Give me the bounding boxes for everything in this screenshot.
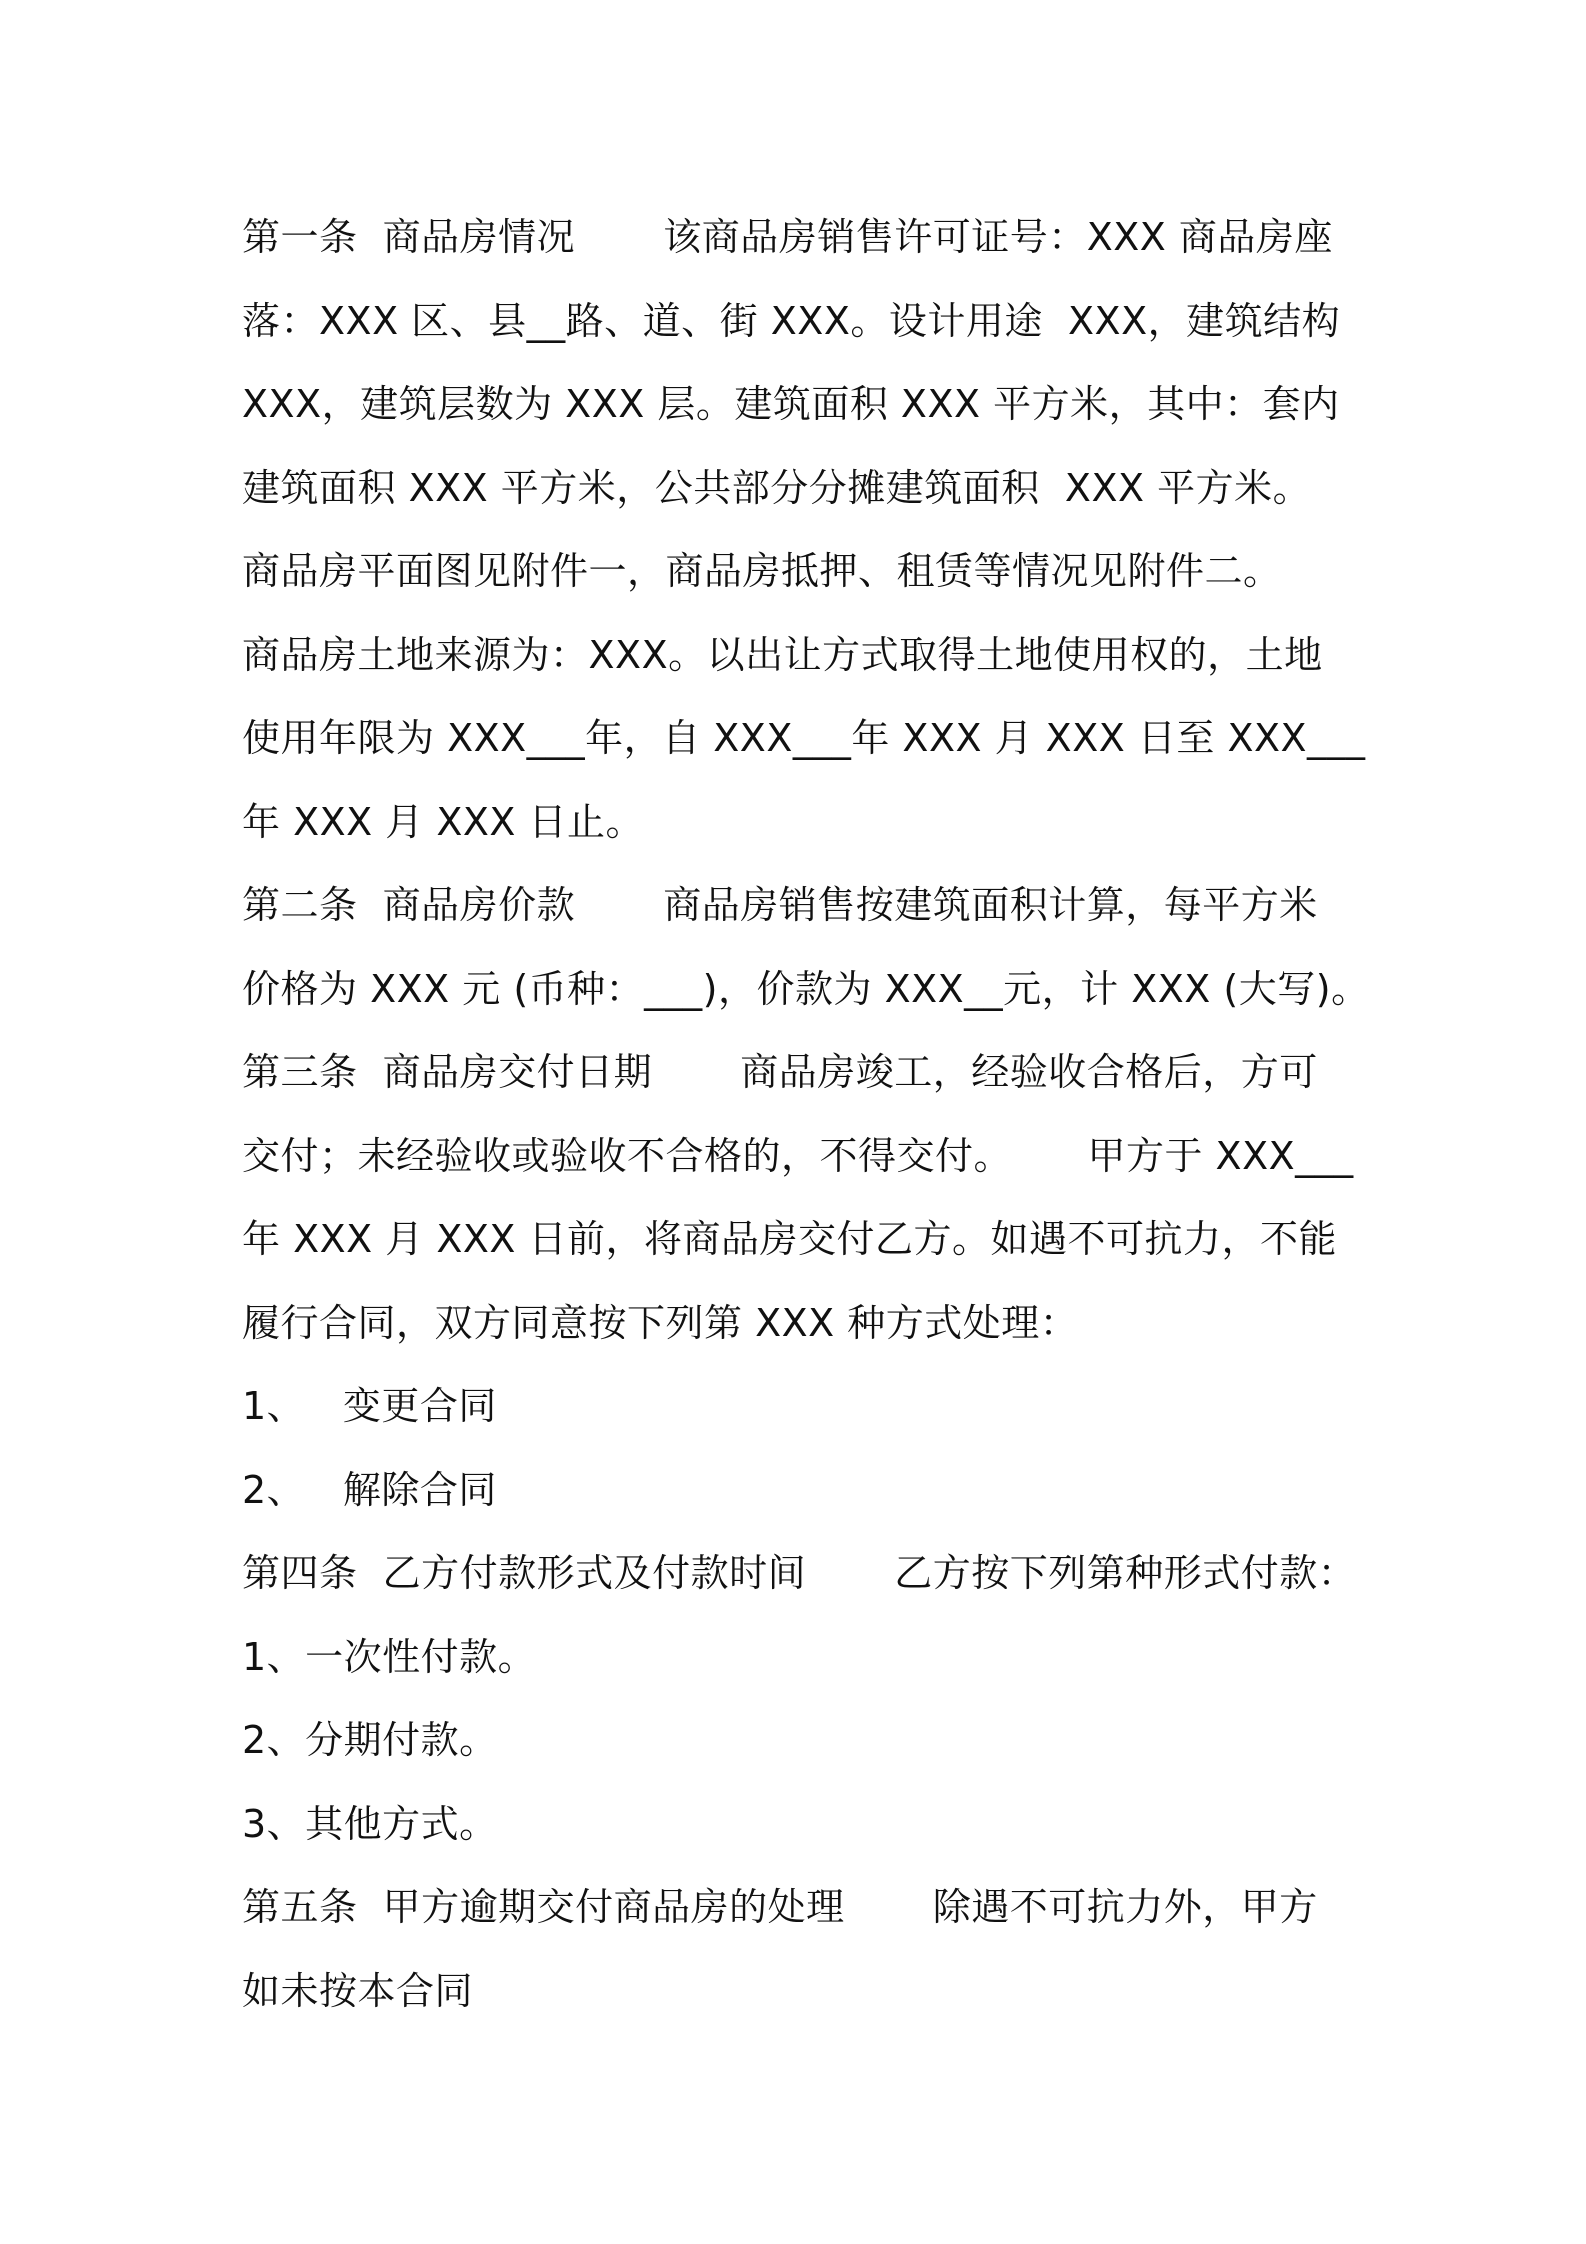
text-line: 交付；未经验收或验收不合格的，不得交付。 甲方于 XXX___: [242, 1133, 1354, 1178]
text-line: 第五条 甲方逾期交付商品房的处理 除遇不可抗力外，甲方: [242, 1885, 1318, 1929]
text-line: 商品房土地来源为：XXX。以出让方式取得土地使用权的，土地: [242, 632, 1323, 677]
text-line: 履行合同，双方同意按下列第 XXX 种方式处理：: [242, 1300, 1079, 1345]
text-line: 第一条 商品房情况 该商品房销售许可证号：XXX 商品房座: [242, 215, 1333, 259]
text-line: 价格为 XXX 元 (币种：___)，价款为 XXX__元，计 XXX (大写)。: [242, 966, 1370, 1011]
text-line: 使用年限为 XXX___年，自 XXX___年 XXX 月 XXX 日至 XXX___: [242, 716, 1366, 760]
text-line: 2、 解除合同: [242, 1467, 497, 1512]
text-line: 落：XXX 区、县__路、道、街 XXX。设计用途 XXX，建筑结构: [242, 298, 1341, 343]
text-line: 1、一次性付款。: [242, 1634, 537, 1679]
text-line: 商品房平面图见附件一，商品房抵押、租赁等情况见附件二。: [242, 549, 1282, 593]
text-line: XXX，建筑层数为 XXX 层。建筑面积 XXX 平方米，其中：套内: [242, 382, 1340, 426]
text-line: 建筑面积 XXX 平方米，公共部分分摊建筑面积 XXX 平方米。: [242, 465, 1312, 510]
text-line: 年 XXX 月 XXX 日前，将商品房交付乙方。如遇不可抗力，不能: [242, 1217, 1338, 1261]
contract-text: [242, 196, 1370, 2033]
text-line: 第二条 商品房价款 商品房销售按建筑面积计算，每平方米: [242, 883, 1318, 927]
text-line: 1、 变更合同: [242, 1384, 497, 1428]
text-line: 第三条 商品房交付日期 商品房竣工，经验收合格后，方可: [242, 1050, 1318, 1094]
text-line: 3、其他方式。: [242, 1801, 498, 1846]
text-line: 2、分期付款。: [242, 1718, 498, 1762]
text-line: 第四条 乙方付款形式及付款时间 乙方按下列第种形式付款：: [242, 1551, 1357, 1595]
text-line: 如未按本合同: [242, 1968, 474, 2013]
text-line: 年 XXX 月 XXX 日止。: [242, 799, 645, 844]
